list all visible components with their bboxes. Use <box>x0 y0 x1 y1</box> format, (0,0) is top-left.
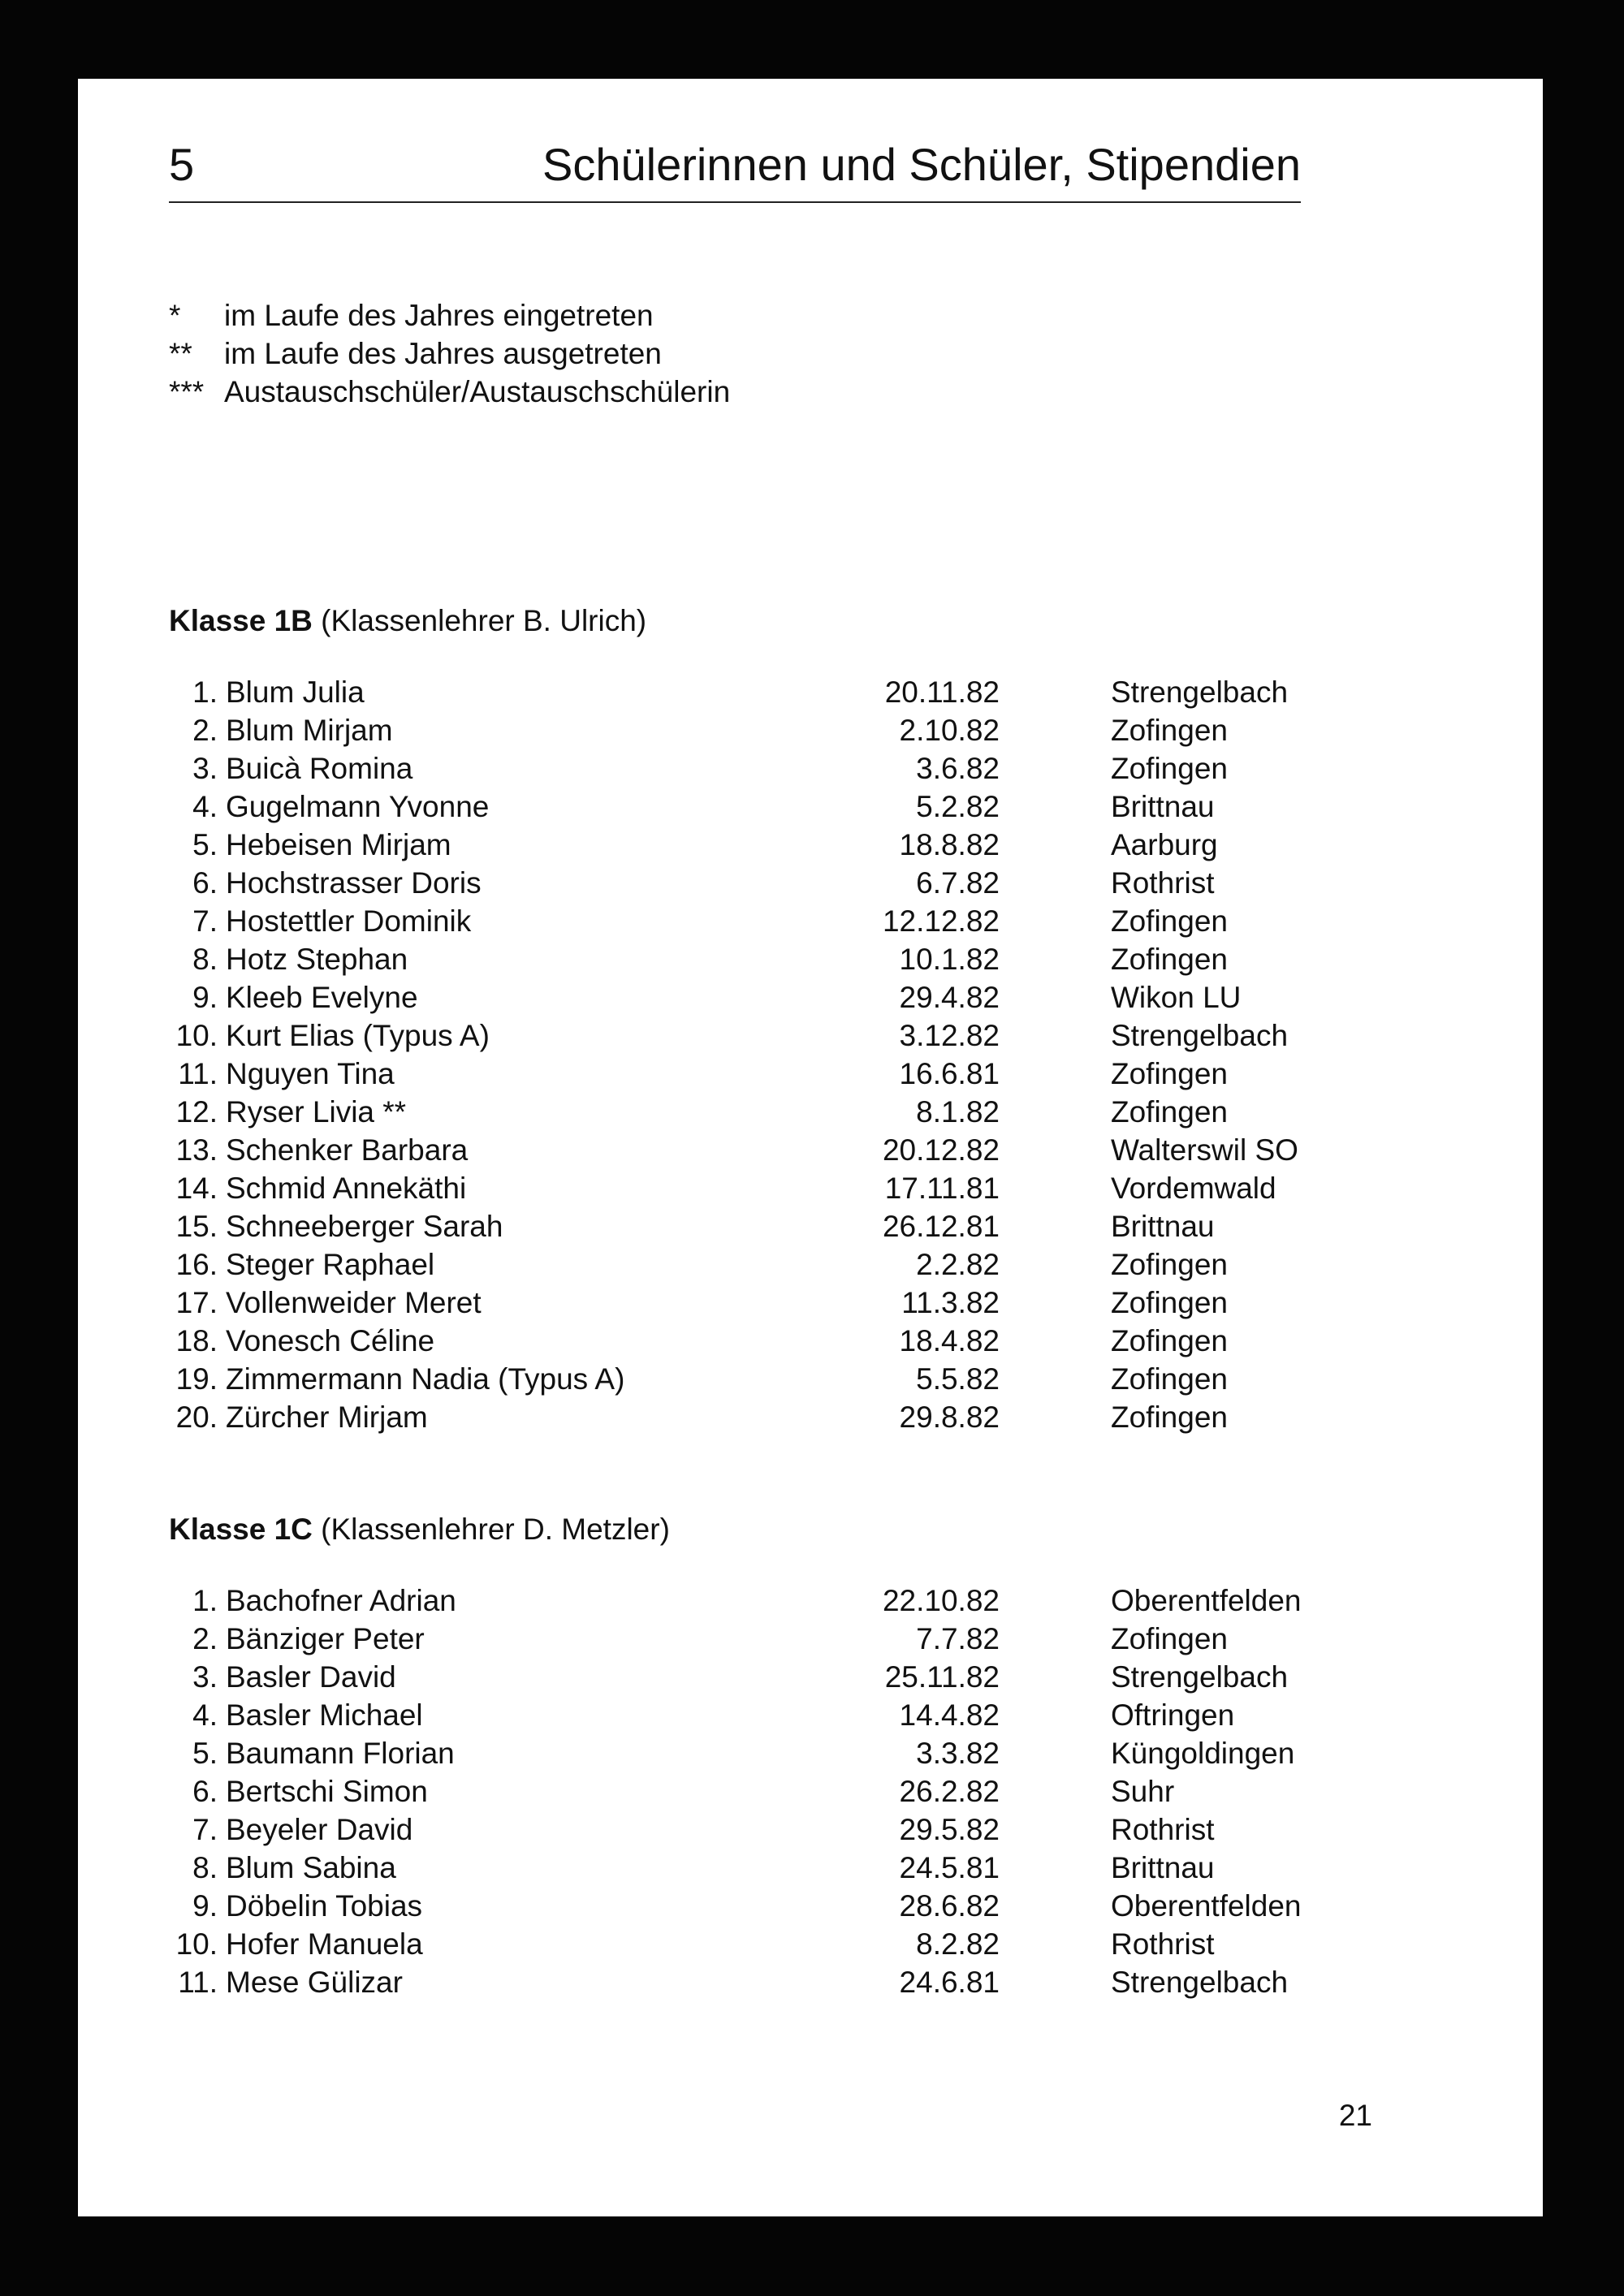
hometown: Strengelbach <box>1111 675 1289 709</box>
student-number: 13. <box>175 1133 218 1167</box>
class-label: Klasse 1C <box>169 1513 313 1546</box>
student-number: 18. <box>175 1324 218 1357</box>
hometown: Brittnau <box>1111 1210 1215 1243</box>
list-item <box>169 1772 1322 1810</box>
hometown: Oftringen <box>1111 1698 1235 1732</box>
student-name: Steger Raphael <box>226 1248 435 1281</box>
list-item <box>169 902 1322 940</box>
legend-symbol: ** <box>169 337 192 370</box>
birth-date: 22.10.82 <box>882 1584 1000 1617</box>
student-name: Hotz Stephan <box>226 943 408 976</box>
list-item <box>169 1169 1322 1207</box>
student-name: Hostettler Dominik <box>226 904 472 938</box>
birth-date: 10.1.82 <box>899 943 1000 976</box>
hometown: Rothrist <box>1111 1927 1215 1961</box>
birth-date: 24.5.81 <box>899 1851 1000 1884</box>
hometown: Aarburg <box>1111 828 1218 861</box>
class-label: Klasse 1B <box>169 604 313 637</box>
birth-date: 12.12.82 <box>882 904 1000 938</box>
list-item <box>169 1810 1322 1849</box>
student-number: 11. <box>178 1966 218 1999</box>
birth-date: 28.6.82 <box>899 1889 1000 1923</box>
list-item <box>169 749 1322 788</box>
birth-date: 26.12.81 <box>882 1210 1000 1243</box>
list-item <box>169 1322 1322 1360</box>
student-name: Bertschi Simon <box>226 1775 428 1808</box>
birth-date: 3.12.82 <box>899 1019 1000 1052</box>
student-name: Nguyen Tina <box>226 1057 395 1090</box>
student-list-1b <box>169 673 1322 1436</box>
birth-date: 18.8.82 <box>899 828 1000 861</box>
list-item <box>169 1284 1322 1322</box>
list-item <box>169 1658 1322 1696</box>
legend-symbol: *** <box>169 375 205 408</box>
student-name: Basler Michael <box>226 1698 423 1732</box>
student-number: 4. <box>192 790 218 823</box>
birth-date: 6.7.82 <box>916 866 1000 900</box>
student-name: Basler David <box>226 1660 396 1694</box>
student-number: 17. <box>175 1286 218 1319</box>
legend-text: im Laufe des Jahres eingetreten <box>224 299 654 332</box>
hometown: Strengelbach <box>1111 1966 1289 1999</box>
list-item <box>169 673 1322 711</box>
student-number: 9. <box>192 981 218 1014</box>
student-name: Zürcher Mirjam <box>226 1400 428 1434</box>
hometown: Zofingen <box>1111 943 1228 976</box>
chapter-title: Schülerinnen und Schüler, Stipendien <box>542 139 1301 190</box>
list-item <box>169 864 1322 902</box>
hometown: Oberentfelden <box>1111 1584 1302 1617</box>
hometown: Walterswil SO <box>1111 1133 1298 1167</box>
student-name: Blum Julia <box>226 675 365 709</box>
list-item <box>169 1734 1322 1772</box>
student-number: 16. <box>175 1248 218 1281</box>
list-item <box>169 1055 1322 1093</box>
class-teacher: (Klassenlehrer B. Ulrich) <box>321 604 647 637</box>
list-item <box>169 788 1322 826</box>
birth-date: 2.2.82 <box>916 1248 1000 1281</box>
hometown: Suhr <box>1111 1775 1175 1808</box>
student-number: 11. <box>178 1057 218 1090</box>
list-item <box>169 1398 1322 1436</box>
hometown: Zofingen <box>1111 1286 1228 1319</box>
list-item <box>169 1207 1322 1245</box>
hometown: Zofingen <box>1111 1324 1228 1357</box>
student-name: Kurt Elias (Typus A) <box>226 1019 490 1052</box>
hometown: Vordemwald <box>1111 1172 1276 1205</box>
hometown: Brittnau <box>1111 790 1215 823</box>
student-number: 8. <box>192 1851 218 1884</box>
student-number: 6. <box>192 1775 218 1808</box>
student-name: Ryser Livia ** <box>226 1095 407 1129</box>
hometown: Rothrist <box>1111 1813 1215 1846</box>
list-item <box>169 826 1322 864</box>
list-item <box>169 1963 1322 2001</box>
birth-date: 2.10.82 <box>899 714 1000 747</box>
student-name: Hofer Manuela <box>226 1927 423 1961</box>
hometown: Zofingen <box>1111 752 1228 785</box>
hometown: Zofingen <box>1111 1362 1228 1396</box>
birth-date: 26.2.82 <box>899 1775 1000 1808</box>
list-item <box>169 1093 1322 1131</box>
page-number: 21 <box>1338 2099 1372 2132</box>
student-name: Gugelmann Yvonne <box>226 790 490 823</box>
list-item <box>169 1925 1322 1963</box>
student-name: Hebeisen Mirjam <box>226 828 451 861</box>
birth-date: 8.2.82 <box>916 1927 1000 1961</box>
birth-date: 17.11.81 <box>884 1172 1000 1205</box>
hometown: Wikon LU <box>1111 981 1242 1014</box>
birth-date: 7.7.82 <box>916 1622 1000 1655</box>
student-name: Blum Mirjam <box>226 714 393 747</box>
student-name: Kleeb Evelyne <box>226 981 418 1014</box>
student-name: Vonesch Céline <box>226 1324 435 1357</box>
student-number: 19. <box>175 1362 218 1396</box>
student-name: Schenker Barbara <box>226 1133 469 1167</box>
list-item <box>169 978 1322 1016</box>
student-name: Mese Gülizar <box>226 1966 403 1999</box>
legend-text: im Laufe des Jahres ausgetreten <box>224 337 662 370</box>
birth-date: 5.5.82 <box>916 1362 1000 1396</box>
legend-text: Austauschschüler/Austauschschülerin <box>224 375 731 408</box>
birth-date: 25.11.82 <box>884 1660 1000 1694</box>
student-number: 3. <box>192 1660 218 1694</box>
student-name: Bachofner Adrian <box>226 1584 456 1617</box>
birth-date: 24.6.81 <box>899 1966 1000 1999</box>
hometown: Zofingen <box>1111 1095 1228 1129</box>
list-item <box>169 1887 1322 1925</box>
student-number: 8. <box>192 943 218 976</box>
hometown: Zofingen <box>1111 1400 1228 1434</box>
student-name: Vollenweider Meret <box>226 1286 482 1319</box>
student-number: 3. <box>192 752 218 785</box>
student-number: 1. <box>192 1584 218 1617</box>
birth-date: 18.4.82 <box>899 1324 1000 1357</box>
student-name: Hochstrasser Doris <box>226 866 482 900</box>
birth-date: 20.11.82 <box>884 675 1000 709</box>
student-number: 5. <box>192 828 218 861</box>
hometown: Strengelbach <box>1111 1660 1289 1694</box>
student-list-1c <box>169 1582 1322 2001</box>
birth-date: 20.12.82 <box>882 1133 1000 1167</box>
hometown: Oberentfelden <box>1111 1889 1302 1923</box>
student-name: Zimmermann Nadia (Typus A) <box>226 1362 625 1396</box>
list-item <box>169 1016 1322 1055</box>
student-number: 2. <box>192 714 218 747</box>
list-item <box>169 711 1322 749</box>
class-heading-1c <box>169 1513 670 1547</box>
hometown: Zofingen <box>1111 904 1228 938</box>
student-number: 7. <box>192 1813 218 1846</box>
chapter-header <box>169 136 1301 203</box>
birth-date: 11.3.82 <box>901 1286 1000 1319</box>
birth-date: 16.6.81 <box>899 1057 1000 1090</box>
list-item <box>169 1582 1322 1620</box>
list-item <box>169 1360 1322 1398</box>
student-number: 10. <box>175 1019 218 1052</box>
birth-date: 14.4.82 <box>899 1698 1000 1732</box>
birth-date: 3.3.82 <box>916 1737 1000 1770</box>
student-name: Schmid Annekäthi <box>226 1172 467 1205</box>
hometown: Rothrist <box>1111 866 1215 900</box>
student-name: Schneeberger Sarah <box>226 1210 503 1243</box>
birth-date: 29.8.82 <box>899 1400 1000 1434</box>
student-number: 1. <box>192 675 218 709</box>
student-number: 6. <box>192 866 218 900</box>
student-number: 4. <box>192 1698 218 1732</box>
birth-date: 5.2.82 <box>916 790 1000 823</box>
birth-date: 29.5.82 <box>899 1813 1000 1846</box>
hometown: Zofingen <box>1111 714 1228 747</box>
student-number: 14. <box>175 1172 218 1205</box>
list-item <box>169 1131 1322 1169</box>
chapter-number: 5 <box>169 139 195 190</box>
birth-date: 29.4.82 <box>899 981 1000 1014</box>
list-item <box>169 1245 1322 1284</box>
student-name: Blum Sabina <box>226 1851 396 1884</box>
student-name: Beyeler David <box>226 1813 413 1846</box>
student-number: 12. <box>175 1095 218 1129</box>
student-name: Baumann Florian <box>226 1737 455 1770</box>
hometown: Zofingen <box>1111 1057 1228 1090</box>
hometown: Zofingen <box>1111 1248 1228 1281</box>
hometown: Brittnau <box>1111 1851 1215 1884</box>
hometown: Zofingen <box>1111 1622 1228 1655</box>
student-number: 2. <box>192 1622 218 1655</box>
list-item <box>169 1620 1322 1658</box>
list-item <box>169 1696 1322 1734</box>
student-number: 20. <box>175 1400 218 1434</box>
student-number: 7. <box>192 904 218 938</box>
student-number: 5. <box>192 1737 218 1770</box>
legend-symbol: * <box>169 299 181 332</box>
list-item <box>169 1849 1322 1887</box>
class-heading-1b <box>169 604 646 638</box>
list-item <box>169 940 1322 978</box>
birth-date: 8.1.82 <box>916 1095 1000 1129</box>
birth-date: 3.6.82 <box>916 752 1000 785</box>
student-name: Buicà Romina <box>226 752 413 785</box>
class-teacher: (Klassenlehrer D. Metzler) <box>321 1513 670 1546</box>
student-number: 15. <box>175 1210 218 1243</box>
hometown: Küngoldingen <box>1111 1737 1295 1770</box>
student-name: Döbelin Tobias <box>226 1889 423 1923</box>
student-number: 10. <box>175 1927 218 1961</box>
student-number: 9. <box>192 1889 218 1923</box>
student-name: Bänziger Peter <box>226 1622 425 1655</box>
hometown: Strengelbach <box>1111 1019 1289 1052</box>
